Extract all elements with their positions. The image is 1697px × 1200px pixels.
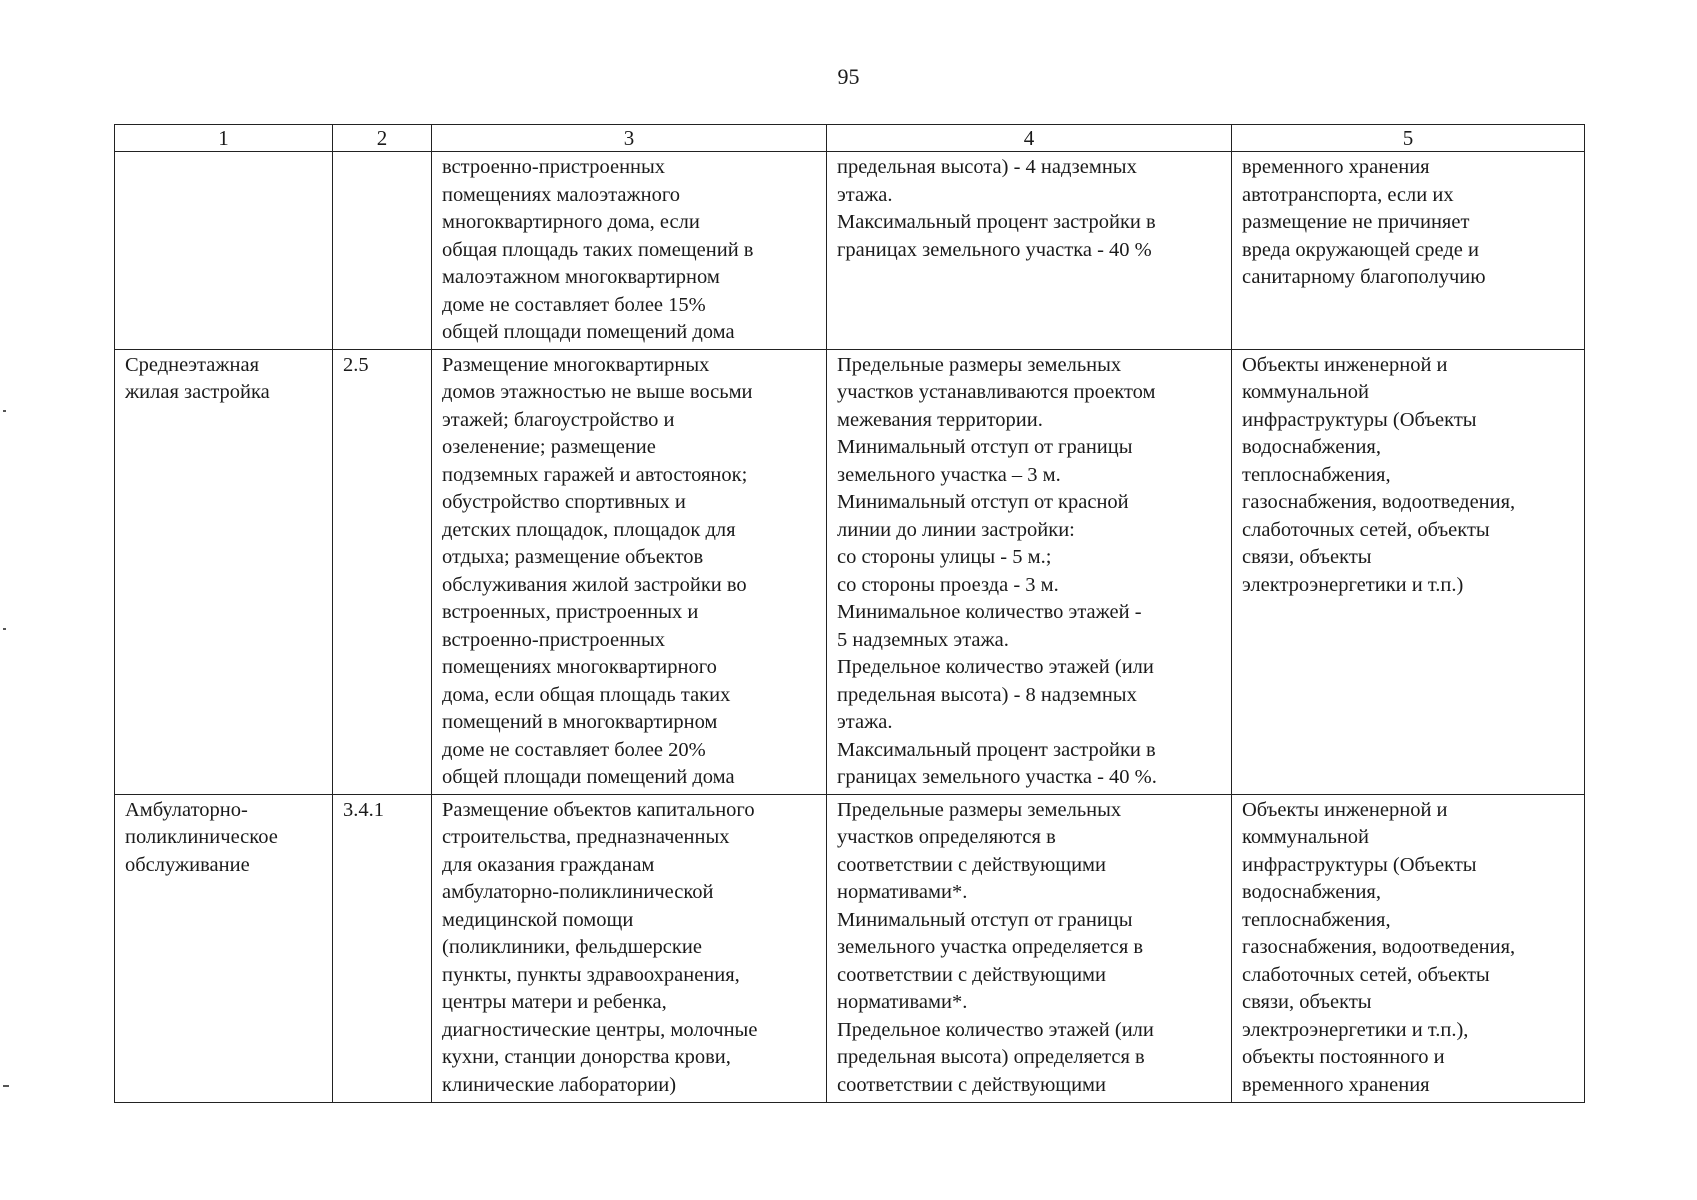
column-header-5: 5 <box>1232 125 1585 152</box>
page-number: 95 <box>837 64 860 89</box>
zoning-table <box>114 124 1585 1103</box>
column-header-1: 1 <box>115 125 333 152</box>
column-header-2: 2 <box>333 125 432 152</box>
column-header-3: 3 <box>432 125 827 152</box>
cell-auxiliary-uses: Объекты инженерной и коммунальной инфраструктуры (Объекты водоснабжения, теплоснабжения, газоснабжения, водоотведения, слаботочных сетей, объекты связи, объекты электроэнергетики и т.п.), объекты постоянного и временного хранения <box>1232 794 1585 1102</box>
cell-auxiliary-uses: Объекты инженерной и коммунальной инфраструктуры (Объекты водоснабжения, теплоснабжения, газоснабжения, водоотведения, слаботочных сетей, объекты связи, объекты электроэнергетики и т.п.) <box>1232 349 1585 794</box>
cell-parameters: Предельные размеры земельных участков устанавливаются проектом межевания территории. Минимальный отступ от границы земельного участка – 3 м. Минимальный отступ от красной линии до линии застройки: со стороны улицы - 5 м.; со стороны проезда - 3 м. Минимальное количество этажей - 5 надземных этажа. Предельное количество этажей (или предельная высота) - 8 надземных этажа. Максимальный процент застройки в границах земельного участка - 40 %. <box>827 349 1232 794</box>
table-row <box>115 349 1585 794</box>
scan-mark <box>3 628 6 630</box>
cell-use-name: Амбулаторно- поликлиническое обслуживание <box>115 794 333 1102</box>
column-header-4: 4 <box>827 125 1232 152</box>
cell-auxiliary-uses: временного хранения автотранспорта, если их размещение не причиняет вреда окружающей среде и санитарному благополучию <box>1232 152 1585 350</box>
cell-use-description: Размещение многоквартирных домов этажностью не выше восьми этажей; благоустройство и озеленение; размещение подземных гаражей и автостоянок; обустройство спортивных и детских площадок, площадок для отдыха; размещение объектов обслуживания жилой застройки во встроенных, пристроенных и встроенно-пристроенных помещениях многоквартирного дома, если общая площадь таких помещений в многоквартирном доме не составляет более 20% общей площади помещений дома <box>432 349 827 794</box>
cell-use-name <box>115 152 333 350</box>
cell-use-code <box>333 152 432 350</box>
table-row <box>115 152 1585 350</box>
cell-use-name: Среднеэтажная жилая застройка <box>115 349 333 794</box>
table-row <box>115 794 1585 1102</box>
cell-use-code: 2.5 <box>333 349 432 794</box>
cell-parameters: Предельные размеры земельных участков определяются в соответствии с действующими нормативами*. Минимальный отступ от границы земельного участка определяется в соответствии с действующими нормативами*. Предельное количество этажей (или предельная высота) определяется в соответствии с действующими <box>827 794 1232 1102</box>
cell-use-description: встроенно-пристроенных помещениях малоэтажного многоквартирного дома, если общая площадь таких помещений в малоэтажном многоквартирном доме не составляет более 15% общей площади помещений дома <box>432 152 827 350</box>
cell-use-code: 3.4.1 <box>333 794 432 1102</box>
cell-parameters: предельная высота) - 4 надземных этажа. Максимальный процент застройки в границах земельного участка - 40 % <box>827 152 1232 350</box>
scan-mark <box>3 1085 9 1087</box>
scan-mark <box>3 410 6 412</box>
table-header-row <box>115 125 1585 152</box>
cell-use-description: Размещение объектов капитального строительства, предназначенных для оказания гражданам амбулаторно-поликлинической медицинской помощи (поликлиники, фельдшерские пункты, пункты здравоохранения, центры матери и ребенка, диагностические центры, молочные кухни, станции донорства крови, клинические лаборатории) <box>432 794 827 1102</box>
